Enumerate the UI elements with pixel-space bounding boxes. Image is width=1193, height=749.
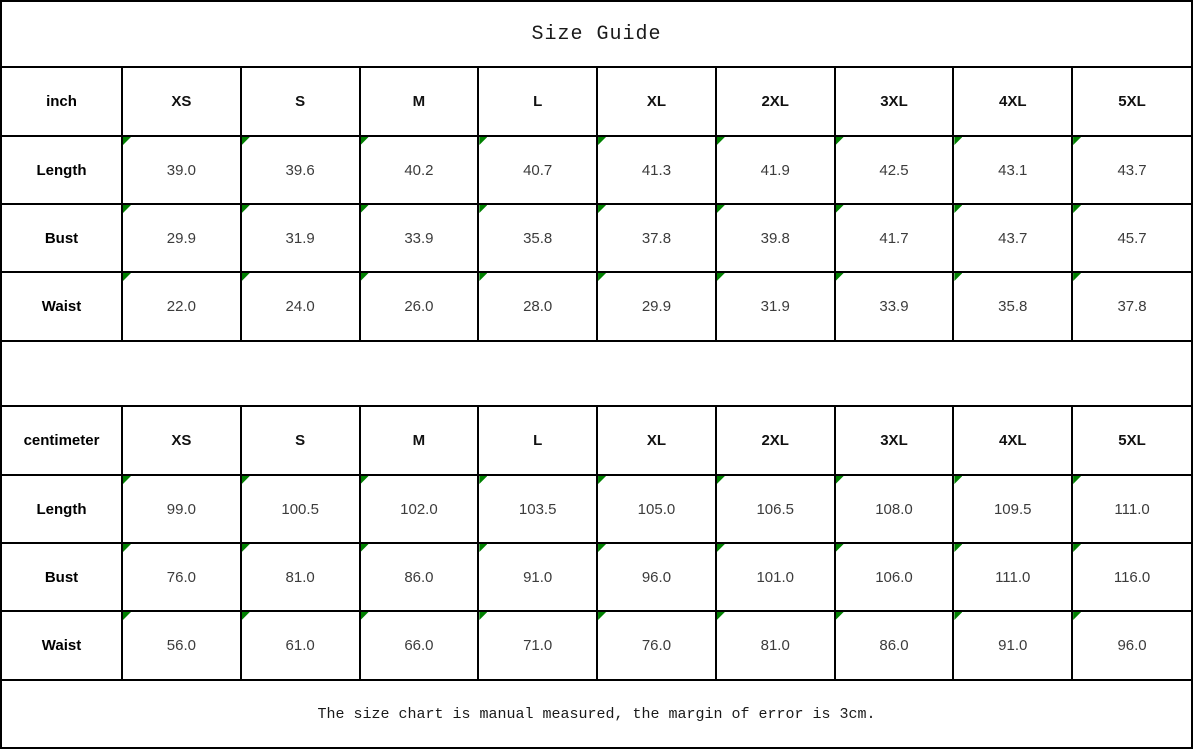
measurement-value: 43.7 [1117, 161, 1147, 179]
measurement-value: 81.0 [760, 637, 790, 654]
measurement-value: 41.9 [760, 161, 790, 179]
measurement-value-cell [953, 272, 1072, 340]
measurement-value: 42.5 [879, 161, 909, 179]
cell-flag-triangle-icon [479, 205, 487, 213]
cell-flag-triangle-icon [598, 612, 606, 620]
measurement-value: 43.7 [998, 229, 1028, 247]
cell-flag-triangle-icon [954, 476, 962, 484]
centimeter-size-table [2, 407, 1191, 679]
measurement-value-cell [953, 136, 1072, 204]
measurement-row [2, 204, 1191, 272]
cell-flag-triangle-icon [1073, 612, 1081, 620]
measurement-value-cell [597, 204, 716, 272]
measurement-value-cell [241, 204, 360, 272]
measurement-value: 108.0 [875, 500, 913, 518]
cell-flag-triangle-icon [598, 205, 606, 213]
measurement-value: 66.0 [404, 637, 434, 654]
cell-flag-triangle-icon [361, 205, 369, 213]
size-header-row [2, 407, 1191, 475]
size-column-header: XL [597, 68, 716, 136]
measurement-value: 26.0 [404, 298, 434, 315]
measurement-value: 33.9 [404, 229, 434, 247]
measurement-value: 33.9 [879, 298, 909, 315]
cell-flag-triangle-icon [123, 205, 131, 213]
measurement-value-cell [1072, 611, 1191, 679]
measurement-row-label: Waist [2, 611, 122, 679]
size-column-header: M [360, 68, 479, 136]
centimeter-size-table-body [2, 407, 1191, 679]
measurement-value: 105.0 [637, 500, 676, 518]
measurement-value: 91.0 [998, 637, 1028, 654]
measurement-value: 29.9 [641, 298, 672, 315]
measurement-value-cell [835, 543, 954, 611]
measurement-row-label: Bust [2, 204, 122, 272]
measurement-value-cell [716, 204, 835, 272]
measurement-value: 96.0 [1117, 637, 1147, 654]
cell-flag-triangle-icon [717, 612, 725, 620]
cell-flag-triangle-icon [361, 273, 369, 281]
measurement-value-cell [122, 611, 241, 679]
cell-flag-triangle-icon [479, 476, 487, 484]
measurement-value: 61.0 [285, 637, 315, 654]
measurement-value-cell [241, 611, 360, 679]
measurement-value: 101.0 [756, 568, 794, 586]
cell-flag-triangle-icon [836, 205, 844, 213]
measurement-row [2, 611, 1191, 679]
measurement-value-cell [835, 611, 954, 679]
measurement-value: 71.0 [523, 637, 553, 654]
measurement-value: 81.0 [285, 568, 315, 586]
measurement-value: 99.0 [166, 500, 196, 518]
cell-flag-triangle-icon [361, 476, 369, 484]
cell-flag-triangle-icon [954, 273, 962, 281]
cell-flag-triangle-icon [361, 612, 369, 620]
size-column-header: XS [122, 407, 241, 475]
measurement-value-cell [1072, 136, 1191, 204]
unit-label: inch [46, 93, 77, 110]
measurement-value: 76.0 [166, 568, 196, 586]
measurement-value-cell [478, 204, 597, 272]
cell-flag-triangle-icon [717, 273, 725, 281]
measurement-value-cell [953, 204, 1072, 272]
measurement-value: 24.0 [285, 298, 315, 315]
measurement-value: 31.9 [285, 229, 315, 247]
cell-flag-triangle-icon [361, 137, 369, 145]
measurement-value-cell [122, 204, 241, 272]
unit-label: centimeter [23, 432, 100, 449]
measurement-value-cell [597, 136, 716, 204]
cell-flag-triangle-icon [242, 137, 250, 145]
cell-flag-triangle-icon [123, 476, 131, 484]
spacer-row [2, 340, 1191, 407]
measurement-value-cell [597, 543, 716, 611]
size-column-header: XS [122, 68, 241, 136]
measurement-value: 102.0 [400, 500, 438, 518]
size-column-header: XL [597, 407, 716, 475]
measurement-value-cell [1072, 475, 1191, 543]
measurement-value: 35.8 [998, 298, 1028, 315]
measurement-value: 37.8 [1117, 298, 1147, 315]
size-column-header: S [241, 68, 360, 136]
size-column-header: 3XL [835, 68, 954, 136]
measurement-value-cell [597, 475, 716, 543]
measurement-value: 41.7 [879, 229, 909, 247]
page-title: Size Guide [531, 22, 662, 46]
cell-flag-triangle-icon [123, 273, 131, 281]
cell-flag-triangle-icon [1073, 137, 1081, 145]
measurement-value-cell [478, 475, 597, 543]
measurement-value: 96.0 [641, 568, 672, 586]
cell-flag-triangle-icon [1073, 273, 1081, 281]
cell-flag-triangle-icon [836, 544, 844, 552]
measurement-value-cell [360, 272, 479, 340]
measurement-value: 39.8 [760, 229, 790, 247]
measurement-row-label: Waist [2, 272, 122, 340]
measurement-value-cell [597, 611, 716, 679]
cell-flag-triangle-icon [242, 205, 250, 213]
measurement-value-cell [360, 204, 479, 272]
measurement-value: 86.0 [879, 637, 909, 654]
measurement-value: 37.8 [641, 229, 672, 247]
measurement-value-cell [835, 475, 954, 543]
cell-flag-triangle-icon [361, 544, 369, 552]
measurement-value: 39.0 [166, 161, 196, 179]
measurement-value-cell [1072, 272, 1191, 340]
measurement-value-cell [360, 475, 479, 543]
measurement-value-cell [953, 543, 1072, 611]
size-column-header: 3XL [835, 407, 954, 475]
measurement-value-cell [241, 272, 360, 340]
cell-flag-triangle-icon [242, 612, 250, 620]
footer-note: The size chart is manual measured, the margin of error is 3cm. [2, 679, 1191, 747]
measurement-value-cell [716, 272, 835, 340]
measurement-value-cell [122, 475, 241, 543]
measurement-row [2, 475, 1191, 543]
measurement-value: 40.7 [523, 161, 553, 179]
cell-flag-triangle-icon [242, 476, 250, 484]
measurement-value: 109.5 [993, 500, 1032, 518]
cell-flag-triangle-icon [479, 544, 487, 552]
cell-flag-triangle-icon [598, 544, 606, 552]
cell-flag-triangle-icon [836, 273, 844, 281]
measurement-row-label: Length [2, 136, 122, 204]
measurement-value: 111.0 [1114, 500, 1150, 518]
cell-flag-triangle-icon [123, 544, 131, 552]
inch-size-table [2, 68, 1191, 340]
size-column-header: 2XL [716, 68, 835, 136]
size-column-header: M [360, 407, 479, 475]
measurement-value: 43.1 [998, 161, 1028, 179]
measurement-value-cell [122, 272, 241, 340]
cell-flag-triangle-icon [242, 273, 250, 281]
cell-flag-triangle-icon [836, 612, 844, 620]
measurement-value-cell [241, 136, 360, 204]
measurement-value: 28.0 [523, 298, 553, 315]
cell-flag-triangle-icon [717, 137, 725, 145]
measurement-value: 56.0 [166, 637, 196, 654]
measurement-value-cell [360, 543, 479, 611]
cell-flag-triangle-icon [598, 137, 606, 145]
cell-flag-triangle-icon [954, 137, 962, 145]
size-column-header: 4XL [953, 68, 1072, 136]
cell-flag-triangle-icon [1073, 544, 1081, 552]
size-column-header: L [478, 68, 597, 136]
measurement-value: 111.0 [995, 568, 1031, 586]
measurement-value-cell [122, 136, 241, 204]
measurement-value-cell [1072, 543, 1191, 611]
measurement-value-cell [360, 611, 479, 679]
measurement-value-cell [478, 272, 597, 340]
cell-flag-triangle-icon [123, 612, 131, 620]
measurement-value-cell [716, 136, 835, 204]
measurement-value: 22.0 [166, 298, 196, 315]
measurement-value: 29.9 [166, 229, 196, 247]
measurement-value-cell [478, 543, 597, 611]
measurement-value: 41.3 [641, 161, 672, 179]
measurement-row [2, 272, 1191, 340]
cell-flag-triangle-icon [123, 137, 131, 145]
inch-size-table-body [2, 68, 1191, 340]
cell-flag-triangle-icon [954, 205, 962, 213]
measurement-value-cell [716, 543, 835, 611]
size-column-header: 2XL [716, 407, 835, 475]
cell-flag-triangle-icon [242, 544, 250, 552]
size-column-header: 4XL [953, 407, 1072, 475]
cell-flag-triangle-icon [479, 612, 487, 620]
measurement-value: 106.0 [875, 568, 913, 586]
measurement-value-cell [241, 475, 360, 543]
measurement-value-cell [597, 272, 716, 340]
title-row [2, 2, 1191, 68]
cell-flag-triangle-icon [836, 476, 844, 484]
cell-flag-triangle-icon [836, 137, 844, 145]
measurement-value: 76.0 [641, 637, 672, 654]
measurement-value: 35.8 [523, 229, 553, 247]
size-header-row [2, 68, 1191, 136]
measurement-value-cell [835, 136, 954, 204]
cell-flag-triangle-icon [479, 137, 487, 145]
measurement-value-cell [360, 136, 479, 204]
cell-flag-triangle-icon [717, 205, 725, 213]
cell-flag-triangle-icon [717, 476, 725, 484]
cell-flag-triangle-icon [598, 476, 606, 484]
measurement-value-cell [478, 136, 597, 204]
measurement-value: 86.0 [404, 568, 434, 586]
cell-flag-triangle-icon [1073, 476, 1081, 484]
measurement-value-cell [478, 611, 597, 679]
cell-flag-triangle-icon [954, 612, 962, 620]
size-column-header: S [241, 407, 360, 475]
measurement-row-label: Bust [2, 543, 122, 611]
measurement-value: 40.2 [404, 161, 434, 179]
measurement-value: 100.5 [281, 500, 319, 518]
measurement-value: 39.6 [285, 161, 315, 179]
measurement-value: 31.9 [760, 298, 790, 315]
measurement-value: 45.7 [1117, 229, 1147, 247]
measurement-value: 116.0 [1113, 568, 1151, 586]
measurement-value-cell [716, 475, 835, 543]
measurement-value-cell [716, 611, 835, 679]
size-column-header: L [478, 407, 597, 475]
measurement-row-label: Length [2, 475, 122, 543]
measurement-value-cell [835, 204, 954, 272]
size-column-header: 5XL [1072, 407, 1191, 475]
measurement-value-cell [953, 611, 1072, 679]
measurement-value-cell [241, 543, 360, 611]
measurement-value: 103.5 [518, 500, 557, 518]
measurement-value-cell [1072, 204, 1191, 272]
cell-flag-triangle-icon [479, 273, 487, 281]
measurement-value: 91.0 [523, 568, 553, 586]
cell-flag-triangle-icon [598, 273, 606, 281]
cell-flag-triangle-icon [954, 544, 962, 552]
measurement-value-cell [953, 475, 1072, 543]
measurement-value-cell [835, 272, 954, 340]
cell-flag-triangle-icon [1073, 205, 1081, 213]
measurement-value-cell [122, 543, 241, 611]
measurement-value: 106.5 [756, 500, 794, 518]
size-column-header: 5XL [1072, 68, 1191, 136]
measurement-row [2, 136, 1191, 204]
cell-flag-triangle-icon [717, 544, 725, 552]
measurement-row [2, 543, 1191, 611]
